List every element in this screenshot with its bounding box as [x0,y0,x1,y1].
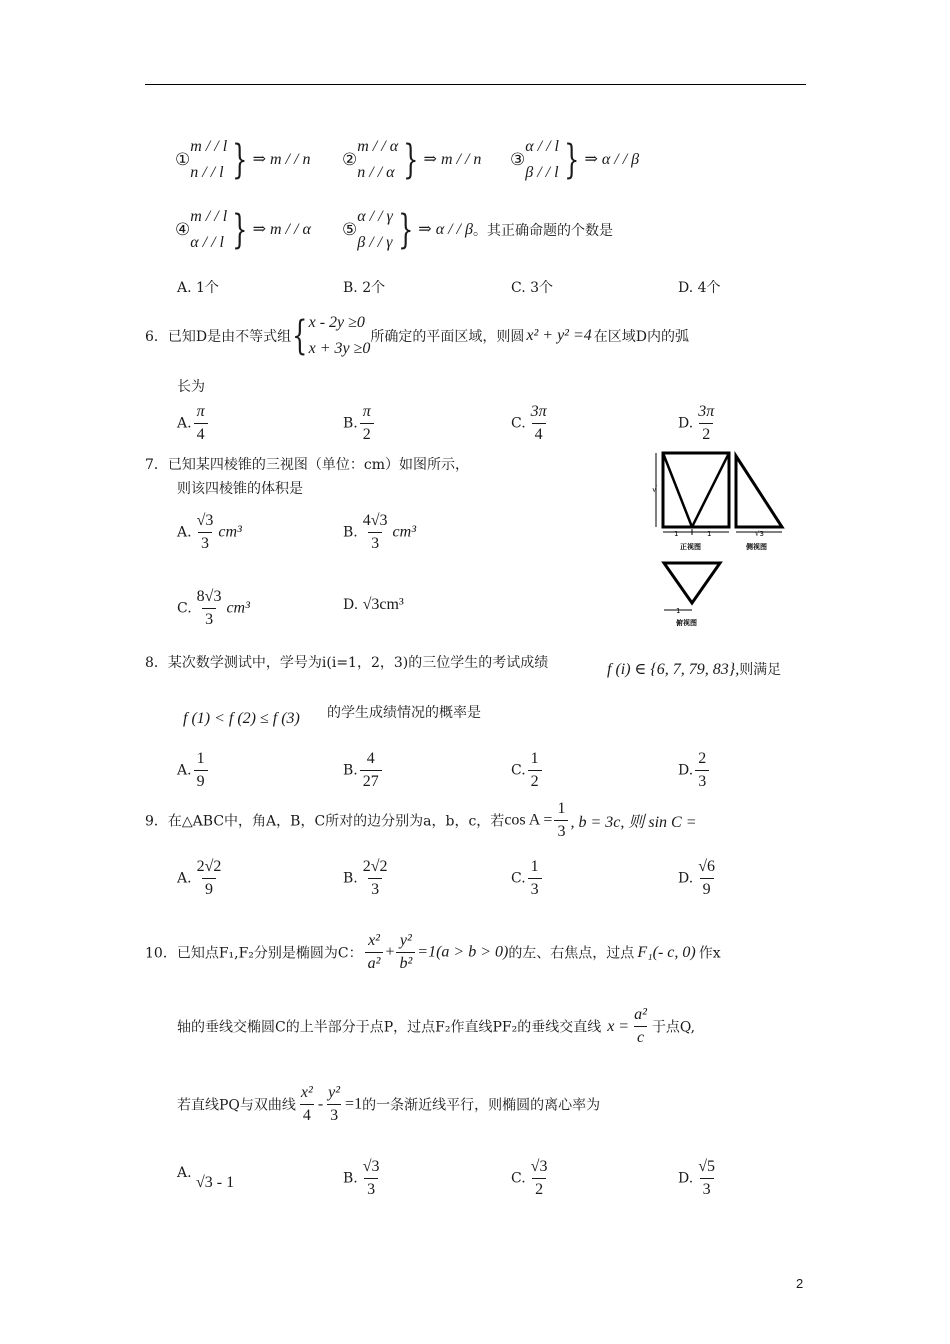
q7-option-b: B. $\frac{4√3}{3}$ cm³ [343,512,416,552]
side-width-label: √3 [755,530,764,538]
q7-option-c: C. $\frac{8√3}{3}$ cm³ [177,588,250,628]
top-view-label: 俯视图 [676,619,697,627]
proposition-3: ③ α / / l β / / l } ⇒ α / / β [510,137,640,183]
q7-stem: 7．已知某四棱锥的三视图（单位：cm）如图所示， [145,457,470,473]
q10-stem-line2: 轴的垂线交椭圆C的上半部分于点P，过点F₂作直线PF₂的垂线交直线 x = $\frac{\text{a²}}{c}$ 于点Q, [177,1006,696,1046]
q9-stem: 9．在△ABC中，角A，B，C所对的边分别为a，b，c，若cos A = $\frac{1}{3}$ , b = 3c, 则 sin C = [145,800,697,840]
q7-stem-line2: 则该四棱锥的体积是 [177,481,303,497]
page-number: 2 [796,1276,804,1291]
q6-stem: 6．已知D是由不等式组{ x - 2y ≥0 x + 3y ≥0 所确定的平面区域，则圆 x² + y² =4 在区域D内的弧 [145,313,689,359]
q8-stem: 8．某次数学测试中，学号为i(i=1，2，3)的三位学生的考试成绩 [145,655,549,671]
q5-option-b: B. 2个 [343,280,386,296]
proposition-5: ⑤ α / / γ β / / γ } ⇒ α / / β。其正确命题的个数是 [342,207,613,253]
side-view [736,456,782,532]
q9-option-d: D. $\frac{√6}{9}$ [678,858,715,898]
proposition-1: ① m / / l n / / l } ⇒ m / / n [175,137,311,183]
three-view-figure [652,448,802,630]
side-view-label: 侧视图 [746,543,767,551]
q7-option-d: D. √3cm³ [343,596,404,613]
front-height-label: √ [652,485,658,494]
q10-option-d: D. $\frac{√5}{3}$ [678,1158,715,1198]
q10-option-c: C. $\frac{√3}{2}$ [511,1158,548,1198]
top-width-label: 1 [676,607,681,615]
q8-option-a: A. $\frac{1}{9}$ [177,750,210,791]
q5-option-d: D. 4个 [678,280,721,296]
q8-option-d: D. $\frac{2}{3}$ [678,750,711,791]
q5-option-c: C. 3个 [511,280,554,296]
front-width-label-2: 1 [707,530,712,538]
q8-option-c: C. $\frac{1}{2}$ [511,750,544,791]
q6-option-a: A. $\frac{\pi}{4}$ [177,403,210,444]
q8-condition: f (1) < f (2) ≤ f (3) [183,710,300,727]
q8-set: f (i) ∈ {6, 7, 79, 83},则满足 [607,661,782,678]
front-view [656,453,729,535]
q5-option-a: A. 1个 [177,280,219,296]
q6-stem-line2: 长为 [177,379,205,395]
q10-option-b: B. $\frac{√3}{3}$ [343,1158,380,1198]
q8-stem-line2: 的学生成绩情况的概率是 [327,705,481,721]
q6-option-d: D. $\frac{3\pi}{2}$ [678,403,715,443]
top-view [664,563,720,610]
q9-option-a: A. $\frac{2√2}{9}$ [177,858,222,898]
q10-stem-line3: 若直线PQ与双曲线 $\frac{\text{x²}}{4}$ - $\frac{\text{y²}}{3}$ =1的一条渐近线平行，则椭圆的离心率为 [177,1084,601,1124]
front-view-label: 正视图 [680,543,701,551]
q8-option-b: B. $\frac{4}{27}$ [343,750,384,791]
q10-stem: 10．已知点F₁,F₂分别是椭圆为C： $\frac{\text{x²}}{\text{a²}}$ + $\frac{\text{y²}}{\text{b²}}$ =1(a > b > 0)的左、右焦点，过点 F₁(- c, 0) 作x [145,932,721,972]
q10-option-a: A. √3 - 1 [177,1165,235,1191]
q9-option-c: C. $\frac{1}{3}$ [511,858,544,899]
front-width-label-1: 1 [674,530,679,538]
q6-option-c: C. $\frac{3\pi}{4}$ [511,403,547,443]
q9-option-b: B. $\frac{2√2}{3}$ [343,858,388,898]
q6-option-b: B. $\frac{\pi}{2}$ [343,403,376,444]
proposition-2: ② m / / α n / / α } ⇒ m / / n [342,137,482,183]
header-rule [145,84,806,85]
proposition-4: ④ m / / l α / / l } ⇒ m / / α [175,207,311,253]
q7-option-a: A. $\frac{√3}{3}$ cm³ [177,512,242,552]
